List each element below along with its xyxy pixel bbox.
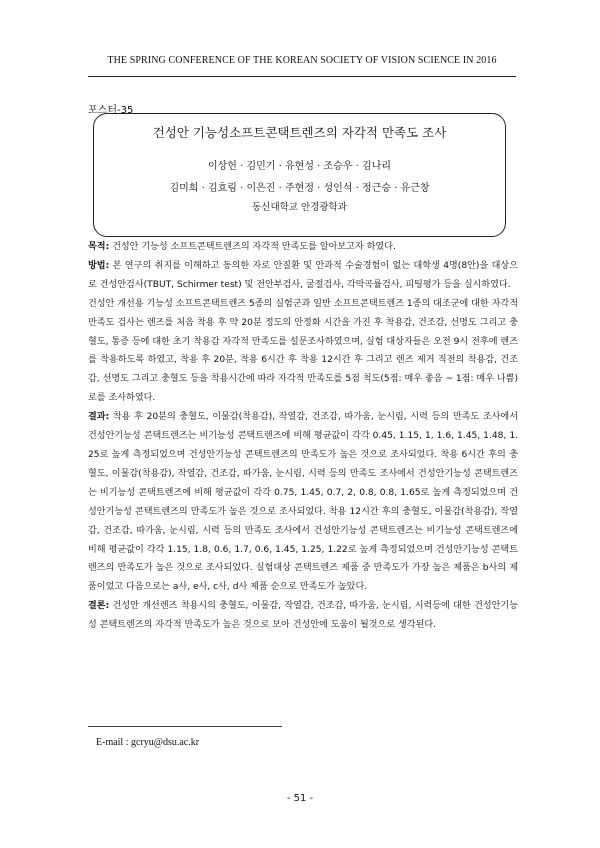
- result-label: 결과:: [88, 412, 110, 423]
- paper-title: 건성안 기능성소프트콘택트렌즈의 자각적 만족도 조사: [152, 125, 447, 140]
- result-paragraph: [88, 408, 518, 597]
- conclusion-text: 건성안 개선렌즈 착용시의 충혈도, 이물감, 작열감, 건조감, 따가움, 눈시림, 시력등에 대한 건성안기능성 콘택트렌즈의 자각적 만족도가 높은 것으로 보아 건성안에 도움이 될것으로 생각된다.: [88, 601, 518, 631]
- poster-number: 포스터-35: [88, 105, 134, 116]
- header-divider: [88, 76, 516, 77]
- conclusion-paragraph: [88, 597, 518, 635]
- conference-header: THE SPRING CONFERENCE OF THE KOREAN SOCIETY OF VISION SCIENCE IN 2016: [107, 55, 497, 66]
- footnote-divider: [88, 726, 282, 727]
- page-number: - 51 -: [286, 793, 314, 804]
- method-paragraph-2: 건성안 개선용 기능성 소프트콘택트렌즈 5종의 실험군과 일반 소프트콘택트렌즈 1종의 대조군에 대한 자각적 만족도 검사는 렌즈를 처음 착용 후 약 20분 정도의 안정화 시간을 가진 후 착용감, 건조감, 선명도 그리고 충혈도, 통증 등에 대한 초기 착용감 자각적 만족도를 설문조사하였으며, 실험 대상자들은 오전 9시 전후에 렌즈를 착용하도록 하였고, 착용 후 20분, 착용 6시간 후 착용 12시간 후 그리고 렌즈 제거 직전의 착용감, 건조감, 선명도 그리고 충혈도 등을 착용시간에 따라 자각적 만족도를 5점 척도(5점: 매우 좋음 ~ 1점: 매우 나쁨)로를 조사하였다.: [88, 298, 518, 404]
- purpose-text: 건성안 기능성 소프트콘택트렌즈의 자각적 만족도를 알아보고자 하였다.: [109, 242, 396, 252]
- authors-line-2: 김미희 · 김효림 · 이은진 · 주현정 · 성인석 · 정근승 · 유근창: [169, 183, 430, 194]
- email-footnote: E-mail : gcryu@dsu.ac.kr: [96, 737, 200, 748]
- method-text: 본 연구의 취지를 이해하고 동의한 자로 안질환 및 안과적 수술경험이 없는 대학생 4명(8안)을 대상으로 건성안검사(TBUT, Schirmer test) 및 전안부검사, 굴절검사, 각막곡률검사, 피팅평가 등을 실시하였다.: [88, 260, 518, 290]
- title-box: [93, 113, 506, 237]
- method-paragraph: [88, 257, 518, 295]
- method-label: 방법:: [88, 260, 110, 271]
- result-text: 착용 후 20분의 충혈도, 이물감(착용감), 작열감, 건조감, 따가움, 눈시림, 시력 등의 만족도 조사에서 건성안기능성 콘택트렌즈는 비기능성 콘택트렌즈에 비해 평균값이 각각 0.45, 1.15, 1, 1.6, 1.45, 1.48, 1.25로 높게 측정되었으며 건성안기능성 콘택트렌즈의 만족도가 높은 것으로 조사되었다. 착용 6시간 후의 충혈도, 이물감(착용감), 작열감, 건조감, 따가움, 눈시림, 시력 등의 만족도 조사에서 건성안기능성 콘택트렌즈는 비기능성 콘택트렌즈에 비해 평균값이 각각 0.75, 1.45, 0.7, 2, 0.8, 0.8, 1.65로 높게 측정되었으며 건성안기능성 콘택트렌즈의 만족도가 높은 것으로 조사되었다. 착용 12시간 후의 충혈도, 이물감(착용감), 작열감, 건조감, 따가움, 눈시림, 시력 등의 만족도 조사에서 건성안기능성 콘택트렌즈는 비기능성 콘택트렌즈에 비해 평균값이 각각 1.15, 1.8, 0.6, 1.7, 0.6, 1.45, 1.25, 1.22로 높게 측정되었으며 건성안기능성 콘택트렌즈의 만족도가 높은 것으로 조사되었다. 실험대상 콘택트렌즈 제품 중 만족도가 가장 높은 제품은 b사의 제품이었고 다음으로는 a사, e사, c사, d사 제품 순으로 만족도가 높았다.: [88, 412, 518, 593]
- affiliation: 동신대학교 안경광학과: [252, 202, 347, 213]
- conclusion-label: 결론:: [88, 601, 110, 612]
- purpose-paragraph: [88, 238, 518, 257]
- purpose-label: 목적:: [88, 242, 110, 252]
- abstract-body: [88, 238, 518, 635]
- authors-line-1: 이상헌 · 김민기 · 유현성 · 조승우 · 김나리: [207, 161, 392, 172]
